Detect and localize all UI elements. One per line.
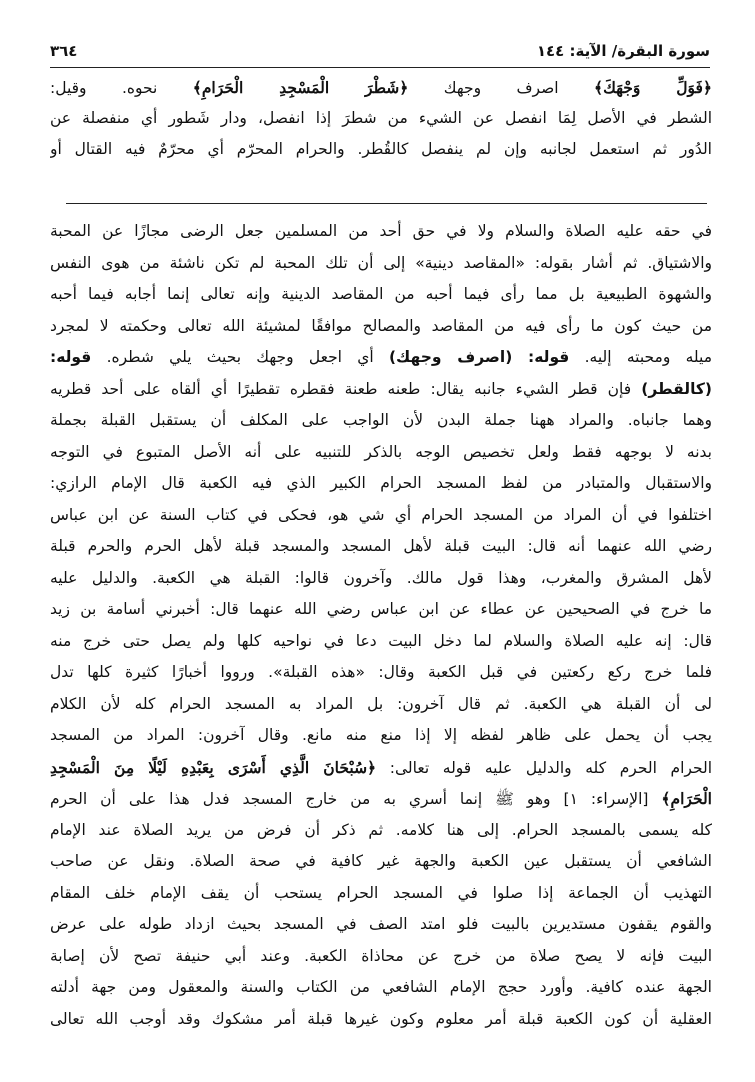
text-segment: الدُور ثم استعمل لجانبه وإن لم ينفصل كالقُطر. والحرام المحرّم أي محرّمٌ فيه القتال أو [50,140,712,158]
text-segment: العقلية أن كون الكعبة قبلة أمر معلوم وكون غيرها قبلة أمر مشكوك وقد أوجب الله تعالى [50,1009,712,1028]
text-line [50,626,712,658]
text-line [50,941,712,973]
text-line [50,103,712,134]
text-segment: أي اجعل وجهك بحيث يلي شطره. [91,348,389,366]
text-segment: الحرام الحرم كله والدليل عليه قوله تعالى: [376,758,712,777]
text-line [50,972,712,1004]
text-line [50,72,712,103]
quran-quote: ﴿فَوَلِّ وَجْهَكَ﴾ [593,78,712,97]
bold-text: (كالقطر) [641,379,712,398]
text-segment: والقوم يقفون مستديرين بالبيت فلو امتد الصف في المسجد بحيث ازداد طوله على عرض [50,915,712,933]
quran-quote: الْحَرَامِ﴾ [661,789,712,808]
text-segment: وهما جانباه. والمراد ههنا جملة البدن لأن الواجب على المكلف أن يستقبل القبلة بجملة [50,411,712,429]
text-segment: قال: إنه عليه الصلاة والسلام لما دخل البيت دعا في نواحيه كلها ولم يصل حتى خرج منه [50,631,712,650]
page-number: ٣٦٤ [50,42,78,60]
text-line [50,909,712,941]
text-segment: نحوه. وقيل: [50,79,193,97]
text-segment: البيت فإنه لا يصح صلاة من خرج عن محاذاة الكعبة. وعند أبي حنيفة تصح لأن إصابة [50,946,712,965]
text-segment: التهذيب أن الجماعة إذا صلوا في المسجد الحرام يستحب أن يقف الإمام خلف المقام [50,883,712,902]
text-line [50,374,712,406]
page-header [50,38,710,64]
text-line [50,783,712,815]
text-line [50,279,712,311]
commentary-text [50,216,712,1035]
text-line [50,1004,712,1036]
bold-text: قوله: (اصرف وجهك) [388,348,570,366]
text-segment: [الإسراء: ١] وهو ﷺ إنما أسري به من خارج المسجد فدل هذا على أن الحرم [50,790,662,808]
footnote-separator [66,203,707,204]
quran-quote: ﴿شَطْرَ الْمَسْجِدِ الْحَرَامِ﴾ [192,78,409,97]
text-segment: والاستقبال والمتبادر من لفظ المسجد الحرام الكبير الذي فيه الكعبة قال الإمام الرازي: [50,474,712,492]
text-segment: لأهل المشرق والمغرب، وهذا قول مالك. وآخرون قالوا: القبلة هي الكعبة. والدليل عليه [50,568,712,587]
text-line [50,216,712,248]
text-line [50,657,712,689]
text-line [50,720,712,752]
text-line [50,563,712,595]
text-segment: في حقه عليه الصلاة والسلام ولا في حق أحد من المسلمين جعل الرضى مجازًا عن المحبة [50,222,712,240]
text-segment: الجهة عنده كافية. وأورد حجج الإمام الشافعي من الكتاب والسنة والمعقول ومن جهة أدلته [50,978,712,996]
text-line [50,689,712,721]
text-segment: فإن قطر الشيء جانبه يقال: طعنه طعنة فقطره تقطيرًا أي ألقاه على أحد قطريه [50,379,642,398]
text-line [50,405,712,437]
text-line [50,594,712,626]
text-segment: والاشتياق. ثم أشار بقوله: «المقاصد دينية» إلى أن تلك المحبة لم تكن ناشئة من هوى النفس [50,253,712,272]
text-line [50,311,712,343]
text-segment: ميله ومحبته إليه. [569,348,712,366]
quran-quote: ﴿سُبْحَانَ الَّذِي أَسْرَى بِعَبْدِهِ لَيْلًا مِنَ الْمَسْجِدِ [50,757,377,777]
text-line [50,815,712,847]
text-segment: الشطر في الأصل لِمَا انفصل عن الشيء من شطرَ إذا انفصل، ودار شَطور أي منفصلة عن [50,109,712,127]
text-line [50,846,712,878]
text-segment: والشهوة الطبيعية بل مما رأى فيما أحبه من المقاصد الدينية وإنه تعالى إنما أجابه فيما أحبه [50,285,712,303]
text-segment: لى أن القبلة هي الكعبة. ثم قال آخرون: بل المراد به المسجد الحرام كله لأن الكلام [50,694,712,713]
text-line [50,134,712,165]
text-segment: الشافعي أن يستقبل عين الكعبة والجهة غير كافية في صحة الصلاة. ونقل عن صاحب [50,852,712,870]
text-line [50,752,712,784]
text-line [50,531,712,563]
text-line [50,342,712,374]
text-line [50,248,712,280]
text-segment: فلما خرج ركع ركعتين في قبل الكعبة وقال: «هذه القبلة». ورووا أخبارًا كثيرة كلها تدل [50,663,712,681]
text-segment: بدنه لا بوجهه فقط ولعل تخصيص الوجه بالذكر للتنبيه على أنه الأصل المتبوع في التوجه [50,442,712,461]
text-segment: اصرف وجهك [408,79,594,97]
text-line [50,468,712,500]
text-segment: رضي الله عنهما أنه قال: البيت قبلة لأهل المسجد والمسجد قبلة لأهل الحرم والحرم قبلة [50,537,712,555]
text-segment: اختلفوا في أن المراد من المسجد الحرام أي شي هو، فحكى في كتاب السنة عن ابن عباس [50,505,712,524]
header-rule [50,67,710,68]
text-line [50,437,712,469]
text-segment: ما خرج في الصحيحين عن عطاء عن ابن عباس رضي الله عنهما قال: أخبرني أسامة بن زيد [50,600,712,618]
text-segment: كله يسمى بالمسجد الحرام. إلى هنا كلامه. ثم ذكر أن فرض من يريد الصلاة عند الإمام [50,820,712,839]
text-segment: من حيث كون ما رأى فيه من المقاصد والمصالح موافقًا لمشيئة الله تعالى وحكمته لا لمجرد [50,316,712,335]
running-title: سورة البقرة/ الآية: ١٤٤ [536,42,710,60]
main-text [50,72,712,165]
text-line [50,500,712,532]
bold-text: قوله: [50,348,92,366]
text-line [50,878,712,910]
text-segment: يجب أن يحمل على ظاهر لفظه إلا إذا منع منه مانع. وقال آخرون: المراد من المسجد [50,726,712,744]
